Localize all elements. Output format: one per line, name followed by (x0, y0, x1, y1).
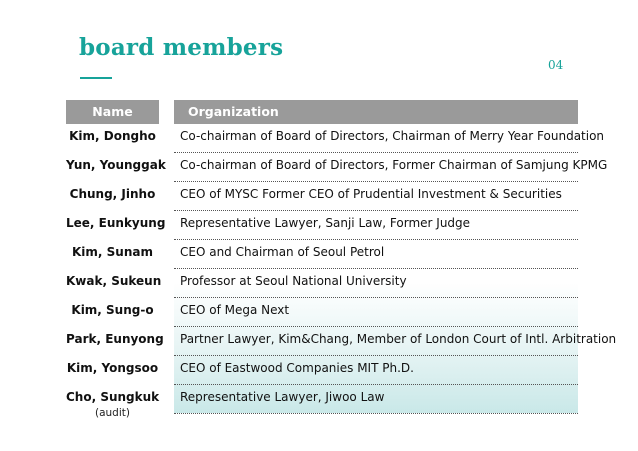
member-organization: CEO and Chairman of Seoul Petrol (174, 240, 578, 269)
title-underline (80, 77, 112, 79)
member-organization: Co-chairman of Board of Directors, Chairman of Merry Year Foundation (174, 124, 578, 153)
table-row (66, 240, 578, 269)
table-row (66, 269, 578, 298)
member-name: Kim, Sunam (72, 245, 153, 259)
member-organization: Representative Lawyer, Jiwoo Law (174, 385, 578, 414)
member-organization: CEO of Eastwood Companies MIT Ph.D. (174, 356, 578, 385)
member-name: Park, Eunyong (66, 332, 164, 346)
member-name: Yun, Younggak (66, 158, 166, 172)
page-number: 04 (548, 58, 564, 72)
member-name: Lee, Eunkyung (66, 216, 166, 230)
table-row (66, 356, 578, 385)
table-row (66, 182, 578, 211)
board-members-table (66, 124, 617, 414)
member-organization: Representative Lawyer, Sanji Law, Former Judge (174, 211, 578, 240)
column-header-organization: Organization (174, 100, 578, 124)
table-row (66, 211, 578, 240)
audit-note: (audit) (95, 407, 130, 419)
page-title: board members (79, 34, 284, 61)
member-name: Cho, Sungkuk (66, 390, 160, 404)
member-organization: Co-chairman of Board of Directors, Former Chairman of Samjung KPMG (174, 153, 578, 182)
member-name: Kim, Sung-o (71, 303, 154, 317)
member-organization: CEO of Mega Next (174, 298, 578, 327)
member-organization: Professor at Seoul National University (174, 269, 578, 298)
member-name: Kim, Yongsoo (66, 361, 159, 375)
table-row (66, 153, 608, 182)
member-organization: CEO of MYSC Former CEO of Prudential Investment & Securities (174, 182, 578, 211)
table-row (66, 327, 617, 356)
member-name: Kwak, Sukeun (66, 274, 162, 288)
table-row (66, 298, 578, 327)
member-name: Kim, Dongho (69, 129, 156, 143)
member-organization: Partner Lawyer, Kim&Chang, Member of London Court of Intl. Arbitration (174, 327, 578, 356)
member-name: Chung, Jinho (69, 187, 156, 201)
column-header-name: Name (66, 100, 159, 124)
table-row (66, 124, 605, 153)
